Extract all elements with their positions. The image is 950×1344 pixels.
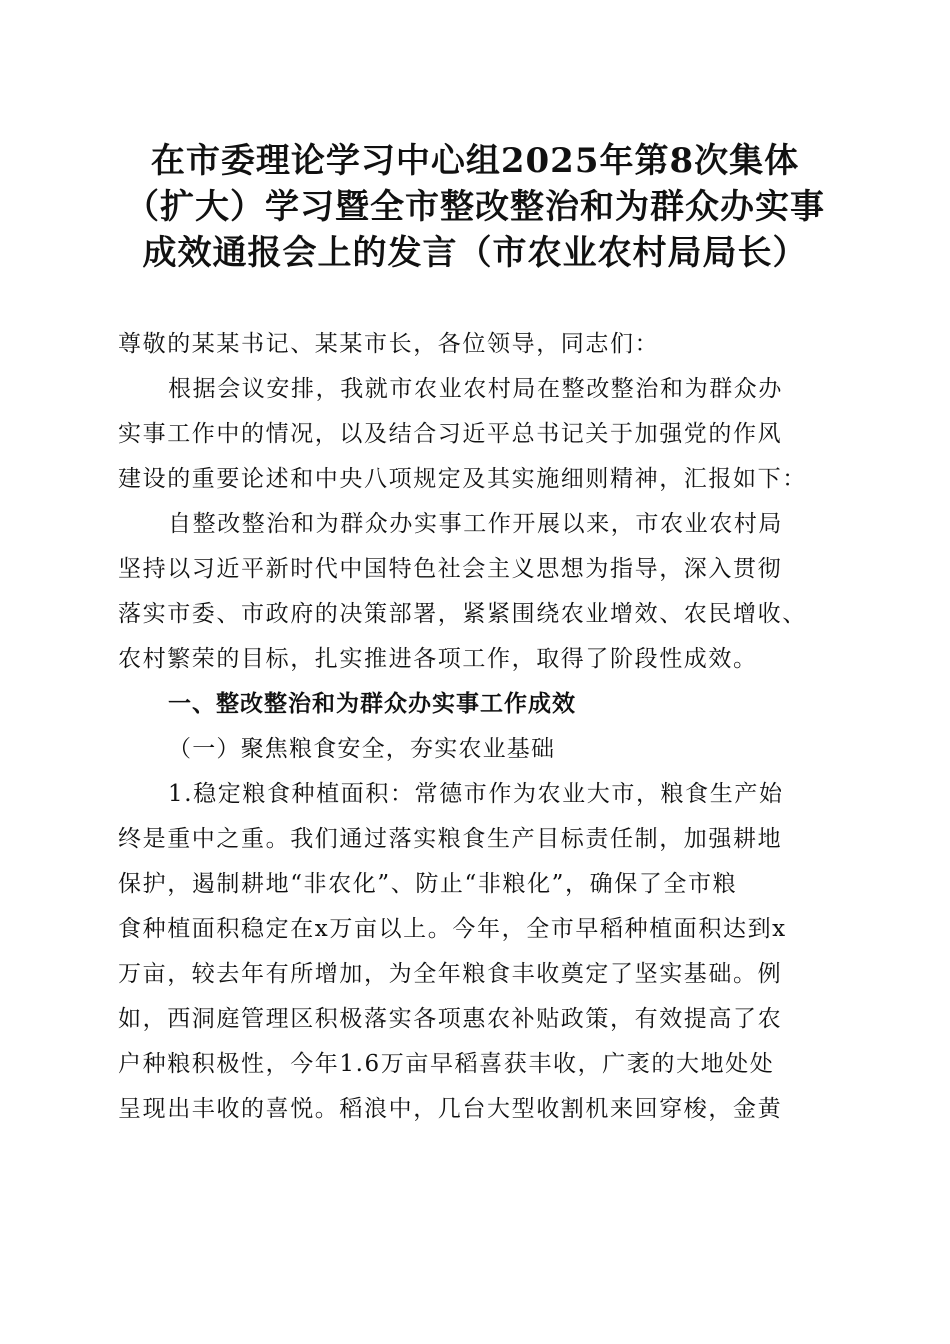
paragraph-line: 保护，遏制耕地“非农化”、防止“非粮化”，确保了全市粮 [118,871,738,897]
paragraph-line: 食种植面积稳定在x万亩以上。今年，全市早稻种植面积达到x [118,916,787,942]
paragraph-line: 1.稳定粮食种植面积：常德市作为农业大市，粮食生产始 [168,781,784,807]
paragraph-grain-area [118,772,838,1132]
paragraph-line: 终是重中之重。我们通过落实粮食生产目标责任制，加强耕地 [118,826,783,852]
paragraph-line: 根据会议安排，我就市农业农村局在整改整治和为群众办 [168,376,783,402]
paragraph-line: 实事工作中的情况，以及结合习近平总书记关于加强党的作风 [118,421,783,447]
document-body [118,322,838,1132]
paragraph-line: 户种粮积极性，今年1.6万亩早稻喜获丰收，广袤的大地处处 [118,1051,775,1077]
salutation: 尊敬的某某书记、某某市长，各位领导，同志们： [118,331,660,357]
title-line: （扩大）学习暨全市整改整治和为群众办实事 [125,187,825,227]
document-title [80,138,870,276]
paragraph-line: 万亩，较去年有所增加，为全年粮食丰收奠定了坚实基础。例 [118,961,783,987]
paragraph-line: 建设的重要论述和中央八项规定及其实施细则精神，汇报如下： [118,466,807,492]
title-line: 在市委理论学习中心组2025年第8次集体 [150,141,800,181]
paragraph-line: 落实市委、市政府的决策部署，紧紧围绕农业增效、农民增收、 [118,601,807,627]
section-heading: 一、整改整治和为群众办实事工作成效 [168,691,576,717]
title-line: 成效通报会上的发言（市农业农村局局长） [142,233,808,273]
paragraph-overview [118,502,838,682]
paragraph-line: 呈现出丰收的喜悦。稻浪中，几台大型收割机来回穿梭，金黄 [118,1096,783,1122]
paragraph-line: 自整改整治和为群众办实事工作开展以来，市农业农村局 [168,511,783,537]
subsection-heading: （一）聚焦粮食安全，夯实农业基础 [168,736,556,762]
paragraph-line: 坚持以习近平新时代中国特色社会主义思想为指导，深入贯彻 [118,556,783,582]
paragraph-arrangement [118,367,838,502]
paragraph-line: 农村繁荣的目标，扎实推进各项工作，取得了阶段性成效。 [118,646,758,672]
paragraph-line: 如，西洞庭管理区积极落实各项惠农补贴政策，有效提高了农 [118,1006,783,1032]
